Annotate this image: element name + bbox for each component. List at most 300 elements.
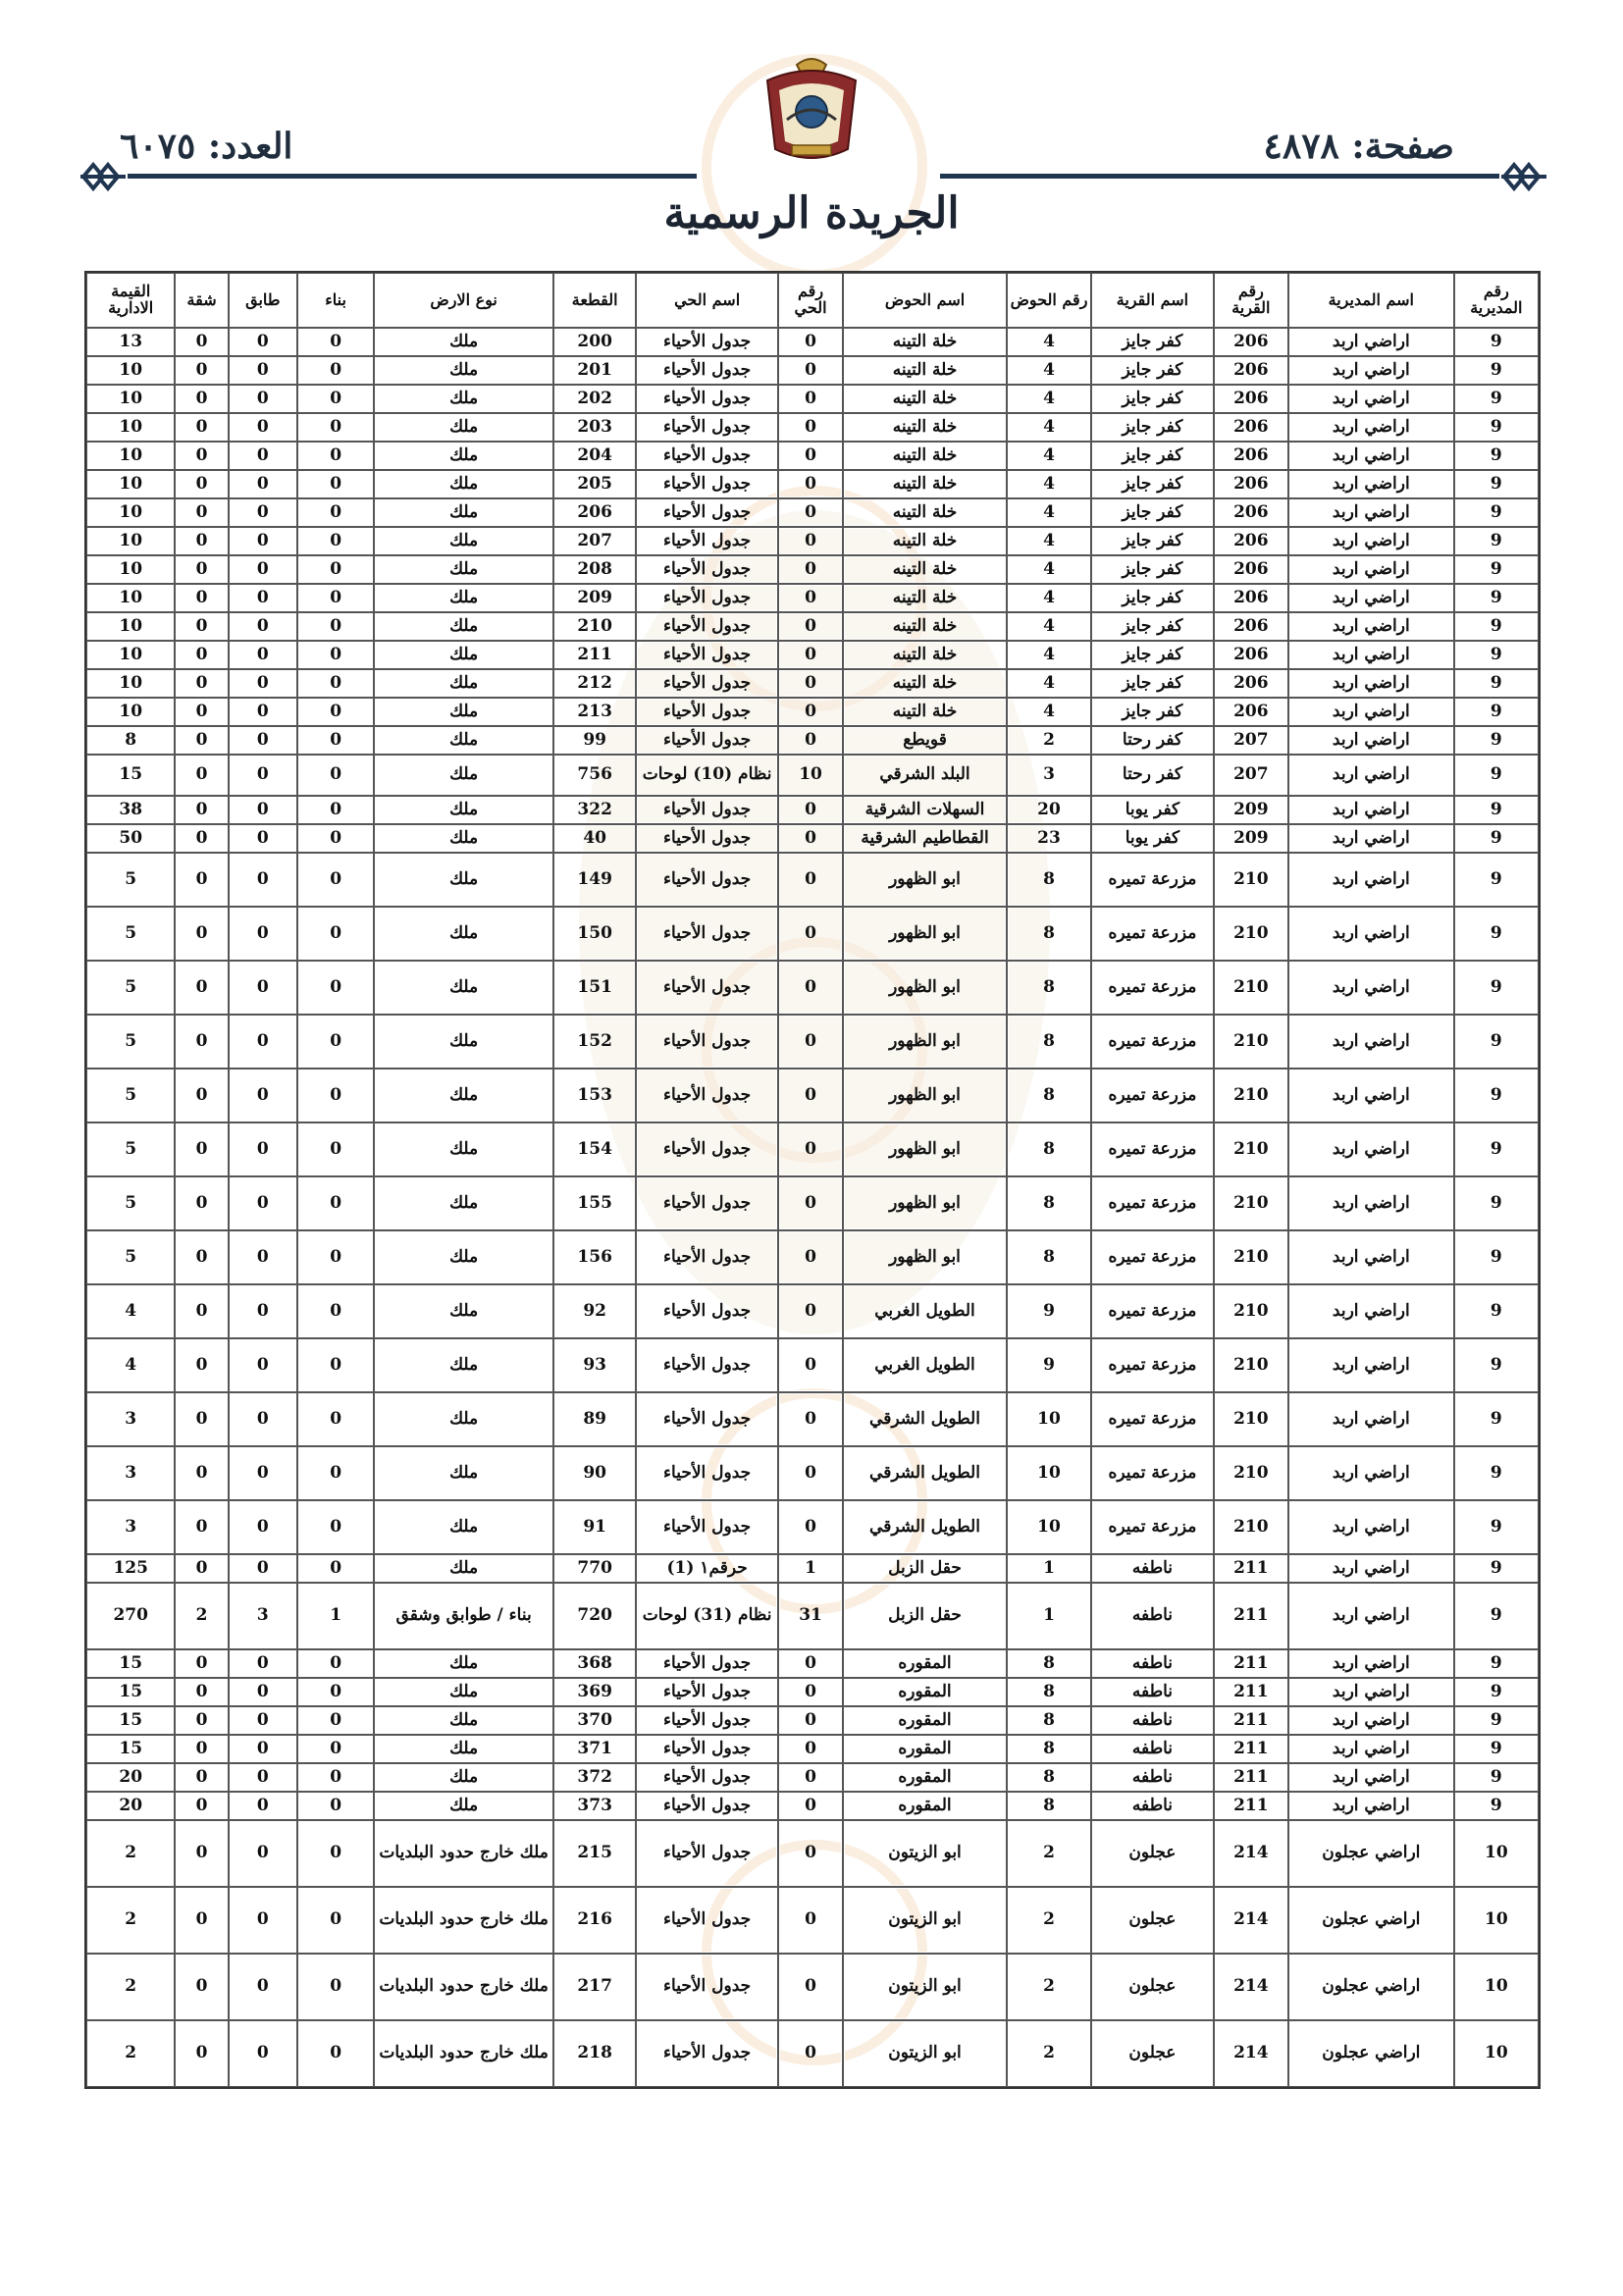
table-cell: 9 xyxy=(1454,1230,1539,1284)
table-cell: 2 xyxy=(86,1954,175,2020)
table-cell: 206 xyxy=(1214,356,1288,385)
table-cell: جدول الأحياء xyxy=(636,726,778,755)
table-cell: كفر جايز xyxy=(1091,442,1214,470)
table-cell: جدول الأحياء xyxy=(636,1284,778,1338)
table-cell: 0 xyxy=(229,1446,297,1500)
table-cell: جدول الأحياء xyxy=(636,1230,778,1284)
table-cell: 0 xyxy=(297,1792,374,1820)
table-row xyxy=(86,1678,1539,1706)
table-cell: 0 xyxy=(778,527,843,555)
table-cell: 0 xyxy=(175,1792,228,1820)
table-cell: الطويل الشرقي xyxy=(843,1500,1007,1554)
table-cell: 0 xyxy=(175,755,228,796)
table-cell: ملك xyxy=(374,1446,553,1500)
table-cell: 0 xyxy=(175,555,228,584)
table-cell: 210 xyxy=(1214,1176,1288,1230)
table-cell: 270 xyxy=(86,1583,175,1649)
table-cell: 0 xyxy=(229,1678,297,1706)
table-row xyxy=(86,1820,1539,1887)
table-cell: 1 xyxy=(297,1583,374,1649)
table-cell: 0 xyxy=(229,1649,297,1678)
table-cell: 9 xyxy=(1454,584,1539,612)
table-cell: اراضي اربد xyxy=(1288,612,1454,641)
table-cell: 10 xyxy=(1454,2020,1539,2087)
table-cell: 0 xyxy=(175,1649,228,1678)
table-cell: خلة التينه xyxy=(843,698,1007,726)
table-cell: 0 xyxy=(175,641,228,669)
table-cell: 9 xyxy=(1454,1583,1539,1649)
table-cell: اراضي اربد xyxy=(1288,1500,1454,1554)
table-cell: جدول الأحياء xyxy=(636,1392,778,1446)
table-cell: جدول الأحياء xyxy=(636,1500,778,1554)
table-cell: 0 xyxy=(778,907,843,961)
table-cell: اراضي اربد xyxy=(1288,1284,1454,1338)
table-cell: 15 xyxy=(86,1735,175,1763)
table-cell: اراضي اربد xyxy=(1288,1583,1454,1649)
table-cell: 0 xyxy=(229,442,297,470)
table-cell: 9 xyxy=(1454,796,1539,824)
table-cell: 0 xyxy=(778,698,843,726)
table-cell: 0 xyxy=(229,1792,297,1820)
table-cell: 0 xyxy=(175,698,228,726)
table-cell: 0 xyxy=(229,1763,297,1792)
table-cell: 153 xyxy=(553,1069,636,1122)
table-cell: ملك xyxy=(374,1763,553,1792)
table-cell: 0 xyxy=(297,1446,374,1500)
table-cell: 13 xyxy=(86,328,175,356)
table-cell: خلة التينه xyxy=(843,385,1007,413)
table-cell: جدول الأحياء xyxy=(636,1887,778,1954)
table-cell: 8 xyxy=(1007,1649,1091,1678)
table-row xyxy=(86,1554,1539,1583)
table-cell: 0 xyxy=(297,641,374,669)
table-cell: ملك xyxy=(374,824,553,853)
table-cell: 10 xyxy=(86,356,175,385)
table-cell: 8 xyxy=(1007,1735,1091,1763)
table-cell: 211 xyxy=(1214,1678,1288,1706)
table-row xyxy=(86,527,1539,555)
table-cell: 4 xyxy=(1007,641,1091,669)
table-cell: 0 xyxy=(175,1015,228,1069)
table-cell: 8 xyxy=(1007,1230,1091,1284)
table-cell: 9 xyxy=(1454,1706,1539,1735)
table-cell: 10 xyxy=(86,527,175,555)
column-header: شقة xyxy=(175,273,228,328)
table-cell: 0 xyxy=(175,1392,228,1446)
table-cell: 209 xyxy=(553,584,636,612)
table-cell: 1 xyxy=(778,1554,843,1583)
table-cell: 0 xyxy=(297,612,374,641)
table-cell: جدول الأحياء xyxy=(636,1338,778,1392)
table-cell: 50 xyxy=(86,824,175,853)
table-cell: 0 xyxy=(229,669,297,698)
table-cell: 0 xyxy=(297,1392,374,1446)
table-cell: 1 xyxy=(1007,1554,1091,1583)
table-cell: 4 xyxy=(1007,584,1091,612)
table-cell: 9 xyxy=(1454,1678,1539,1706)
table-cell: 154 xyxy=(553,1122,636,1176)
table-cell: جدول الأحياء xyxy=(636,385,778,413)
table-cell: جدول الأحياء xyxy=(636,907,778,961)
table-cell: 0 xyxy=(297,1230,374,1284)
table-cell: اراضي اربد xyxy=(1288,527,1454,555)
table-cell: 3 xyxy=(1007,755,1091,796)
table-cell: 9 xyxy=(1454,527,1539,555)
table-cell: 9 xyxy=(1454,853,1539,907)
table-cell: 9 xyxy=(1454,641,1539,669)
table-cell: 0 xyxy=(778,1230,843,1284)
table-cell: 9 xyxy=(1454,1763,1539,1792)
table-cell: ملك xyxy=(374,1649,553,1678)
table-cell: 10 xyxy=(1007,1392,1091,1446)
table-cell: 0 xyxy=(175,961,228,1015)
table-row xyxy=(86,442,1539,470)
table-cell: 0 xyxy=(229,527,297,555)
table-cell: 0 xyxy=(229,1284,297,1338)
table-cell: ابو الزيتون xyxy=(843,2020,1007,2087)
table-cell: 9 xyxy=(1454,1284,1539,1338)
table-cell: 372 xyxy=(553,1763,636,1792)
table-cell: 0 xyxy=(175,1338,228,1392)
column-header: طابق xyxy=(229,273,297,328)
table-body xyxy=(86,328,1539,2087)
table-cell: اراضي اربد xyxy=(1288,1122,1454,1176)
table-cell: بناء / طوابق وشقق xyxy=(374,1583,553,1649)
column-header: رقم الحي xyxy=(778,273,843,328)
table-cell: 0 xyxy=(229,1176,297,1230)
table-cell: 0 xyxy=(175,2020,228,2087)
table-cell: 210 xyxy=(1214,1122,1288,1176)
table-cell: 0 xyxy=(229,1069,297,1122)
table-cell: جدول الأحياء xyxy=(636,641,778,669)
table-cell: 9 xyxy=(1454,356,1539,385)
table-cell: 210 xyxy=(1214,1284,1288,1338)
table-cell: كفر جايز xyxy=(1091,527,1214,555)
table-cell: 0 xyxy=(229,1122,297,1176)
table-cell: 0 xyxy=(778,498,843,527)
table-cell: ملك xyxy=(374,1678,553,1706)
table-cell: اراضي اربد xyxy=(1288,1230,1454,1284)
table-cell: ابو الزيتون xyxy=(843,1887,1007,1954)
table-cell: اراضي اربد xyxy=(1288,1792,1454,1820)
table-cell: مزرعة تميره xyxy=(1091,907,1214,961)
table-cell: 9 xyxy=(1454,1392,1539,1446)
table-cell: 0 xyxy=(778,2020,843,2087)
table-cell: 91 xyxy=(553,1500,636,1554)
table-cell: 0 xyxy=(297,1122,374,1176)
table-cell: 4 xyxy=(1007,328,1091,356)
table-cell: 210 xyxy=(1214,1392,1288,1446)
table-cell: 0 xyxy=(297,698,374,726)
table-cell: 0 xyxy=(175,1122,228,1176)
table-cell: 0 xyxy=(175,328,228,356)
table-cell: ابو الظهور xyxy=(843,853,1007,907)
table-cell: 370 xyxy=(553,1706,636,1735)
table-cell: المقوره xyxy=(843,1763,1007,1792)
table-cell: 216 xyxy=(553,1887,636,1954)
table-cell: خلة التينه xyxy=(843,641,1007,669)
column-header: رقم القرية xyxy=(1214,273,1288,328)
table-cell: ملك xyxy=(374,356,553,385)
table-cell: 0 xyxy=(297,356,374,385)
table-cell: جدول الأحياء xyxy=(636,356,778,385)
gazette-title: الجريدة الرسمية xyxy=(663,188,960,238)
table-cell: 0 xyxy=(297,1649,374,1678)
table-row xyxy=(86,1792,1539,1820)
table-cell: 5 xyxy=(86,1230,175,1284)
column-header: بناء xyxy=(297,273,374,328)
table-row xyxy=(86,1954,1539,2020)
table-cell: خلة التينه xyxy=(843,442,1007,470)
table-row xyxy=(86,907,1539,961)
table-cell: جدول الأحياء xyxy=(636,1649,778,1678)
table-cell: 0 xyxy=(297,1554,374,1583)
table-row xyxy=(86,1122,1539,1176)
table-cell: اراضي اربد xyxy=(1288,1015,1454,1069)
table-cell: ناطفه xyxy=(1091,1554,1214,1583)
table-cell: ملك xyxy=(374,555,553,584)
table-cell: 206 xyxy=(1214,498,1288,527)
table-cell: 15 xyxy=(86,1706,175,1735)
table-cell: 0 xyxy=(297,853,374,907)
table-cell: 4 xyxy=(86,1284,175,1338)
table-row xyxy=(86,1649,1539,1678)
table-cell: اراضي اربد xyxy=(1288,413,1454,442)
table-cell: 20 xyxy=(1007,796,1091,824)
table-cell: 0 xyxy=(175,470,228,498)
table-cell: ابو الزيتون xyxy=(843,1820,1007,1887)
table-row xyxy=(86,2020,1539,2087)
table-cell: كفر جايز xyxy=(1091,584,1214,612)
table-cell: 0 xyxy=(175,1284,228,1338)
table-cell: 156 xyxy=(553,1230,636,1284)
table-cell: كفر جايز xyxy=(1091,555,1214,584)
table-cell: 0 xyxy=(229,1338,297,1392)
table-cell: 206 xyxy=(1214,470,1288,498)
table-cell: 214 xyxy=(1214,2020,1288,2087)
table-cell: 0 xyxy=(778,1706,843,1735)
table-cell: 210 xyxy=(1214,1069,1288,1122)
table-cell: الطويل الغربي xyxy=(843,1338,1007,1392)
table-cell: 0 xyxy=(229,698,297,726)
table-cell: 207 xyxy=(1214,755,1288,796)
table-cell: 210 xyxy=(1214,1446,1288,1500)
table-cell: ناطفه xyxy=(1091,1649,1214,1678)
table-cell: 0 xyxy=(229,498,297,527)
table-cell: 9 xyxy=(1454,1792,1539,1820)
table-cell: ملك xyxy=(374,442,553,470)
table-cell: ناطفه xyxy=(1091,1583,1214,1649)
table-cell: اراضي اربد xyxy=(1288,755,1454,796)
table-cell: 5 xyxy=(86,1015,175,1069)
table-cell: خلة التينه xyxy=(843,527,1007,555)
table-cell: 206 xyxy=(553,498,636,527)
table-cell: اراضي اربد xyxy=(1288,1446,1454,1500)
table-cell: ملك xyxy=(374,470,553,498)
table-cell: اراضي اربد xyxy=(1288,442,1454,470)
table-cell: 40 xyxy=(553,824,636,853)
table-cell: 211 xyxy=(1214,1649,1288,1678)
table-row xyxy=(86,1763,1539,1792)
table-cell: عجلون xyxy=(1091,1954,1214,2020)
table-cell: 10 xyxy=(1007,1446,1091,1500)
table-cell: 0 xyxy=(175,824,228,853)
table-row xyxy=(86,356,1539,385)
table-cell: 8 xyxy=(1007,1122,1091,1176)
table-cell: 10 xyxy=(778,755,843,796)
table-cell: 9 xyxy=(1454,755,1539,796)
table-cell: 210 xyxy=(1214,1230,1288,1284)
table-cell: 205 xyxy=(553,470,636,498)
table-cell: اراضي اربد xyxy=(1288,1176,1454,1230)
table-cell: ملك xyxy=(374,1706,553,1735)
table-cell: 0 xyxy=(229,726,297,755)
table-cell: 0 xyxy=(229,907,297,961)
header-rule-right xyxy=(940,174,1499,179)
table-cell: 9 xyxy=(1454,413,1539,442)
table-cell: اراضي اربد xyxy=(1288,907,1454,961)
table-cell: جدول الأحياء xyxy=(636,328,778,356)
table-cell: ناطفه xyxy=(1091,1735,1214,1763)
table-cell: 0 xyxy=(778,1763,843,1792)
table-cell: 9 xyxy=(1454,907,1539,961)
table-cell: ملك xyxy=(374,413,553,442)
table-cell: مزرعة تميره xyxy=(1091,1015,1214,1069)
table-cell: 0 xyxy=(229,1230,297,1284)
table-cell: كفر جايز xyxy=(1091,356,1214,385)
table-cell: 0 xyxy=(229,1554,297,1583)
table-row xyxy=(86,1500,1539,1554)
table-cell: 3 xyxy=(86,1500,175,1554)
table-cell: 10 xyxy=(86,442,175,470)
table-cell: 0 xyxy=(175,853,228,907)
table-cell: 0 xyxy=(297,1706,374,1735)
table-cell: 0 xyxy=(229,328,297,356)
table-cell: 0 xyxy=(297,2020,374,2087)
table-cell: 0 xyxy=(229,796,297,824)
table-row xyxy=(86,584,1539,612)
table-cell: ملك xyxy=(374,1338,553,1392)
table-cell: 5 xyxy=(86,907,175,961)
table-row xyxy=(86,1446,1539,1500)
table-cell: 0 xyxy=(297,1678,374,1706)
table-cell: جدول الأحياء xyxy=(636,2020,778,2087)
table-cell: اراضي اربد xyxy=(1288,1763,1454,1792)
table-cell: اراضي اربد xyxy=(1288,1392,1454,1446)
table-cell: اراضي اربد xyxy=(1288,1735,1454,1763)
table-cell: 9 xyxy=(1454,385,1539,413)
table-cell: 206 xyxy=(1214,328,1288,356)
table-cell: الطويل الغربي xyxy=(843,1284,1007,1338)
table-cell: 4 xyxy=(1007,442,1091,470)
table-cell: كفر جايز xyxy=(1091,498,1214,527)
table-cell: اراضي اربد xyxy=(1288,824,1454,853)
table-cell: 10 xyxy=(1454,1820,1539,1887)
table-cell: ابو الظهور xyxy=(843,1015,1007,1069)
table-cell: 0 xyxy=(175,612,228,641)
table-cell: ملك xyxy=(374,796,553,824)
table-cell: 0 xyxy=(229,1735,297,1763)
issue-number: العدد: ٦٠٧٥ xyxy=(120,126,293,167)
table-cell: 4 xyxy=(1007,555,1091,584)
table-cell: اراضي اربد xyxy=(1288,669,1454,698)
table-cell: 0 xyxy=(175,1954,228,2020)
table-cell: 0 xyxy=(175,1554,228,1583)
table-cell: 0 xyxy=(778,1500,843,1554)
table-cell: ابو الظهور xyxy=(843,1122,1007,1176)
table-cell: 0 xyxy=(229,755,297,796)
table-cell: جدول الأحياء xyxy=(636,1122,778,1176)
table-cell: 0 xyxy=(297,796,374,824)
table-cell: 8 xyxy=(1007,1015,1091,1069)
table-row xyxy=(86,824,1539,853)
table-cell: اراضي عجلون xyxy=(1288,1954,1454,2020)
table-row xyxy=(86,1069,1539,1122)
table-cell: مزرعة تميره xyxy=(1091,961,1214,1015)
table-cell: 208 xyxy=(553,555,636,584)
table-cell: 215 xyxy=(553,1820,636,1887)
table-row xyxy=(86,669,1539,698)
table-cell: 206 xyxy=(1214,555,1288,584)
table-cell: 151 xyxy=(553,961,636,1015)
table-cell: 155 xyxy=(553,1176,636,1230)
table-cell: 322 xyxy=(553,796,636,824)
table-cell: 0 xyxy=(175,1176,228,1230)
table-cell: 31 xyxy=(778,1583,843,1649)
table-cell: 4 xyxy=(1007,385,1091,413)
table-cell: جدول الأحياء xyxy=(636,961,778,1015)
table-cell: مزرعة تميره xyxy=(1091,1500,1214,1554)
table-cell: 150 xyxy=(553,907,636,961)
table-cell: 0 xyxy=(175,1446,228,1500)
table-cell: اراضي اربد xyxy=(1288,1678,1454,1706)
table-cell: 0 xyxy=(297,755,374,796)
table-cell: 9 xyxy=(1454,824,1539,853)
table-cell: ملك xyxy=(374,498,553,527)
table-cell: 0 xyxy=(229,385,297,413)
table-cell: اراضي اربد xyxy=(1288,555,1454,584)
table-cell: كفر رحتا xyxy=(1091,726,1214,755)
table-cell: 0 xyxy=(778,1015,843,1069)
table-cell: اراضي اربد xyxy=(1288,498,1454,527)
table-cell: 200 xyxy=(553,328,636,356)
table-cell: 5 xyxy=(86,1069,175,1122)
table-row xyxy=(86,413,1539,442)
table-cell: 0 xyxy=(229,641,297,669)
table-cell: اراضي اربد xyxy=(1288,1554,1454,1583)
table-cell: 10 xyxy=(86,584,175,612)
table-cell: 0 xyxy=(175,1735,228,1763)
table-cell: 8 xyxy=(1007,1763,1091,1792)
table-cell: 217 xyxy=(553,1954,636,2020)
table-cell: 204 xyxy=(553,442,636,470)
table-cell: 206 xyxy=(1214,413,1288,442)
table-cell: كفر جايز xyxy=(1091,641,1214,669)
table-row xyxy=(86,1338,1539,1392)
table-cell: 4 xyxy=(86,1338,175,1392)
table-cell: 210 xyxy=(1214,961,1288,1015)
table-cell: ناطفه xyxy=(1091,1706,1214,1735)
table-cell: 5 xyxy=(86,1122,175,1176)
table-cell: جدول الأحياء xyxy=(636,1792,778,1820)
table-cell: اراضي اربد xyxy=(1288,726,1454,755)
table-cell: 0 xyxy=(297,907,374,961)
table-cell: ابو الزيتون xyxy=(843,1954,1007,2020)
table-cell: الطويل الشرقي xyxy=(843,1446,1007,1500)
table-cell: جدول الأحياء xyxy=(636,1069,778,1122)
table-cell: 8 xyxy=(86,726,175,755)
table-cell: 2 xyxy=(1007,1954,1091,2020)
